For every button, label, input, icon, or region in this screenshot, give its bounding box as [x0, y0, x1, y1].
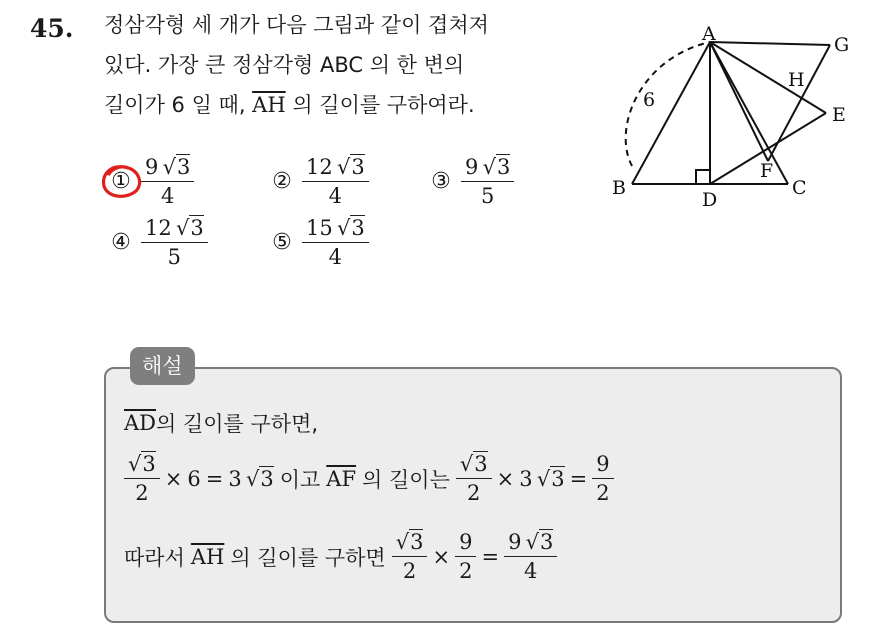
segment-ad: $\overline{AD}$ — [124, 411, 157, 435]
choice-2-marker: ② — [272, 169, 292, 195]
fraction-root3-over-2-c: $\frac{√3}{2}$ — [392, 530, 428, 583]
label-side-6: 6 — [643, 89, 656, 111]
label-b: B — [612, 177, 626, 199]
fraction-root3-over-2: $\frac{√3}{2}$ — [124, 452, 160, 505]
choice-4[interactable] — [101, 216, 208, 269]
segment-ah-text: $\overline{AH}$ — [190, 544, 225, 569]
question-line-3-pre: 길이가 6 일 때, — [104, 93, 253, 117]
question-line-1: 정삼각형 세 개가 다음 그림과 같이 겹쳐져 — [104, 13, 489, 37]
choice-4-fraction: $\frac{12 √3}{5}$ — [141, 216, 208, 269]
fraction-9-over-2: $\frac{9}{2}$ — [592, 452, 613, 505]
label-g: G — [834, 34, 850, 56]
fraction-root3-over-2-b: $\frac{√3}{2}$ — [456, 452, 492, 505]
arc-dashed — [626, 42, 710, 166]
choice-3-fraction: $\frac{9 √3}{5}$ — [461, 155, 514, 208]
choice-3-marker: ③ — [431, 169, 451, 195]
solution-line-3: 따라서 $\overline{AH}$ 의 길이를 구하면 $\frac{√3}{2}$ × $\frac{9}{2}$ = $\frac{9 √3}{4}$ — [124, 530, 557, 583]
question-number: 45. — [30, 14, 74, 43]
choice-1[interactable] — [101, 155, 194, 208]
side-ab — [632, 42, 710, 184]
label-c: C — [792, 177, 807, 199]
segment-ah: $\overline{AH}$ — [252, 93, 286, 117]
right-angle-mark — [696, 170, 710, 184]
side-ac — [710, 42, 788, 184]
choice-5[interactable] — [262, 216, 369, 269]
segment-ag — [710, 42, 830, 45]
choice-4-marker: ④ — [111, 230, 131, 256]
choice-5-marker: ⑤ — [272, 230, 292, 256]
segment-af-text: $\overline{AF}$ — [326, 466, 357, 491]
label-h: H — [788, 69, 805, 91]
choice-2-fraction: $\frac{12 √3}{4}$ — [302, 155, 369, 208]
choice-1-marker: ① — [101, 169, 141, 194]
solution-line-1 — [124, 408, 318, 438]
solution-line-1-text: 의 길이를 구하면, — [156, 412, 319, 436]
choice-5-fraction: $\frac{15 √3}{4}$ — [302, 216, 369, 269]
label-e: E — [832, 104, 846, 126]
question-line-3 — [104, 95, 475, 116]
triangle-figure — [600, 18, 860, 213]
question-line-3-post: 의 길이를 구하여라. — [285, 93, 475, 117]
question-line-2: 있다. 가장 큰 정삼각형 ABC 의 한 변의 — [104, 53, 465, 77]
fraction-9-over-2-b: $\frac{9}{2}$ — [455, 530, 476, 583]
fraction-answer: $\frac{9 √3}{4}$ — [504, 530, 557, 583]
label-f: F — [760, 160, 774, 182]
selected-circle-icon — [98, 162, 144, 202]
solution-line-2: $\frac{√3}{2}$ × 6 = 3 √3 이고 $\overline{AF}$ 의 길이는 $\frac{√3}{2}$ × 3 √3 = $\frac{9}{2}$ — [124, 452, 614, 505]
choice-1-fraction: $\frac{9 √3}{4}$ — [141, 155, 194, 208]
solution-tag: 해설 — [130, 347, 195, 385]
choice-3[interactable] — [421, 155, 514, 208]
label-d: D — [702, 189, 718, 211]
label-a: A — [702, 23, 716, 45]
choice-2[interactable] — [262, 155, 369, 208]
